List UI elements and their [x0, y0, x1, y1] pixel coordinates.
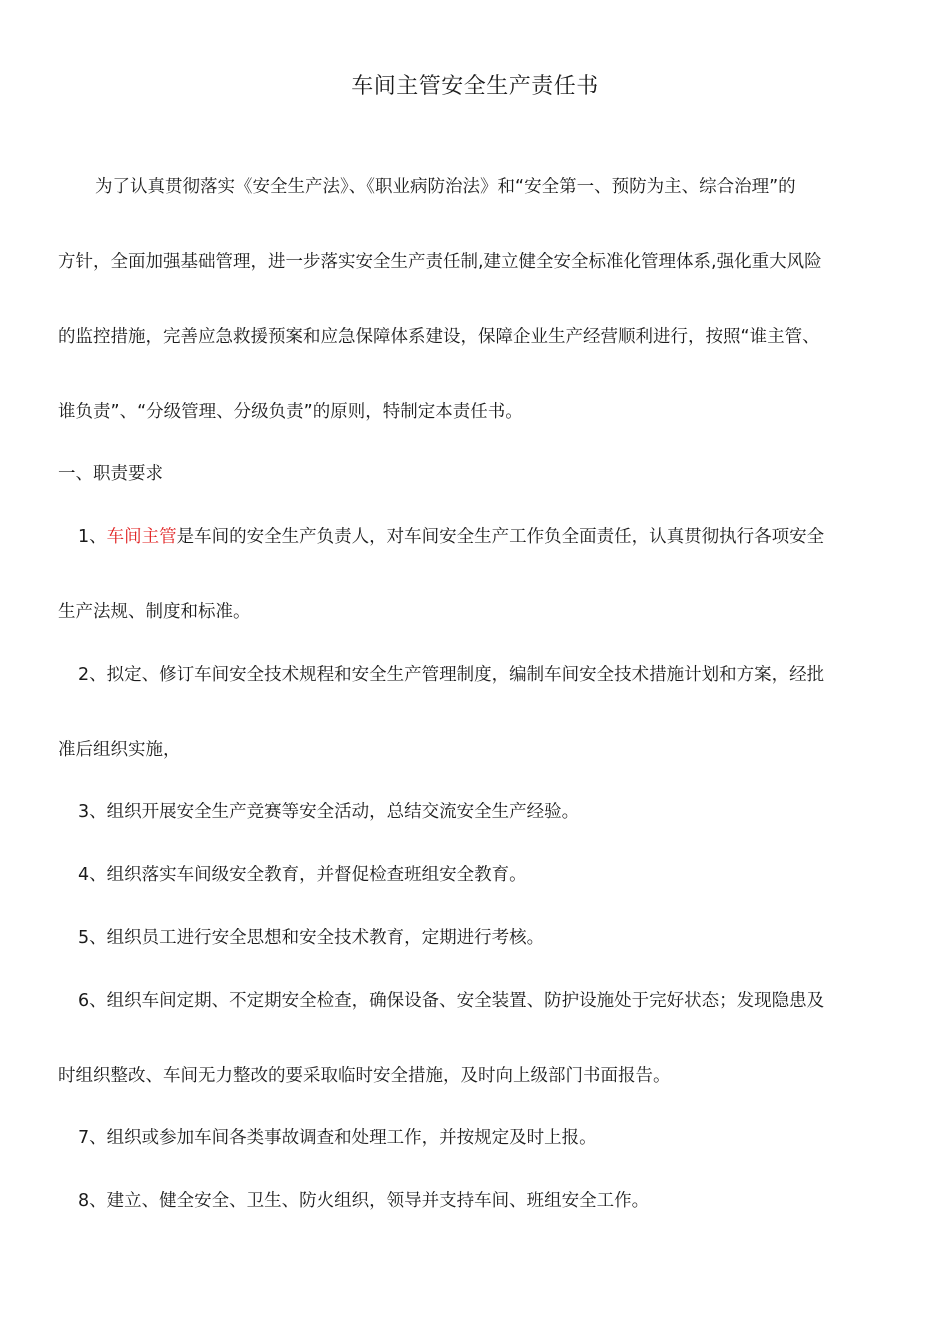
intro-line-3: 的监控措施，完善应急救援预案和应急保障体系建设，保障企业生产经营顺利进行，按照“谁主管、: [58, 327, 820, 347]
item-number: 3、: [78, 802, 107, 822]
list-item: [78, 925, 918, 951]
item-continuation: 准后组织实施，: [58, 740, 181, 760]
list-item: [78, 524, 918, 550]
item-text: 拟定、修订车间安全技术规程和安全生产管理制度，编制车间安全技术措施计划和方案，经批: [106, 665, 825, 685]
list-item: [78, 862, 918, 888]
list-item: [78, 1125, 918, 1151]
highlight-text: 车间主管: [106, 527, 177, 547]
item-number: 7、: [78, 1128, 107, 1148]
intro-line-1: 为了认真贯彻落实《安全生产法》、《职业病防治法》和“安全第一、预防为主、综合治理”的: [95, 177, 796, 197]
section-heading: 一、职责要求: [58, 464, 163, 484]
list-item: [78, 988, 918, 1014]
item-number: 6、: [78, 991, 107, 1011]
item-text: 组织落实车间级安全教育，并督促检查班组安全教育。: [106, 865, 527, 885]
item-number: 5、: [78, 928, 107, 948]
intro-line-4: 谁负责”、“分级管理、分级负责”的原则，特制定本责任书。: [58, 402, 523, 422]
item-text: 建立、健全安全、卫生、防火组织，领导并支持车间、班组安全工作。: [106, 1191, 650, 1211]
item-text: 组织开展安全生产竞赛等安全活动，总结交流安全生产经验。: [106, 802, 580, 822]
item-number: 1、: [78, 527, 107, 547]
item-number: 2、: [78, 665, 107, 685]
list-item: [78, 1188, 918, 1214]
item-continuation: 生产法规、制度和标准。: [58, 602, 251, 622]
document-title: 车间主管安全生产责任书: [351, 74, 599, 99]
item-text: 组织车间定期、不定期安全检查，确保设备、安全装置、防护设施处于完好状态；发现隐患及: [106, 991, 825, 1011]
item-number: 8、: [78, 1191, 107, 1211]
item-text: 组织员工进行安全思想和安全技术教育，定期进行考核。: [106, 928, 545, 948]
list-item: [78, 662, 918, 688]
item-number: 4、: [78, 865, 107, 885]
item-text: 是车间的安全生产负责人，对车间安全生产工作负全面责任，认真贯彻执行各项安全: [176, 527, 825, 547]
item-text: 组织或参加车间各类事故调查和处理工作，并按规定及时上报。: [106, 1128, 597, 1148]
intro-line-2: 方针，全面加强基础管理，进一步落实安全生产责任制,建立健全安全标准化管理体系,强化重大风险: [58, 252, 822, 272]
list-item: [78, 799, 918, 825]
item-continuation: 时组织整改、车间无力整改的要采取临时安全措施，及时向上级部门书面报告。: [58, 1066, 671, 1086]
